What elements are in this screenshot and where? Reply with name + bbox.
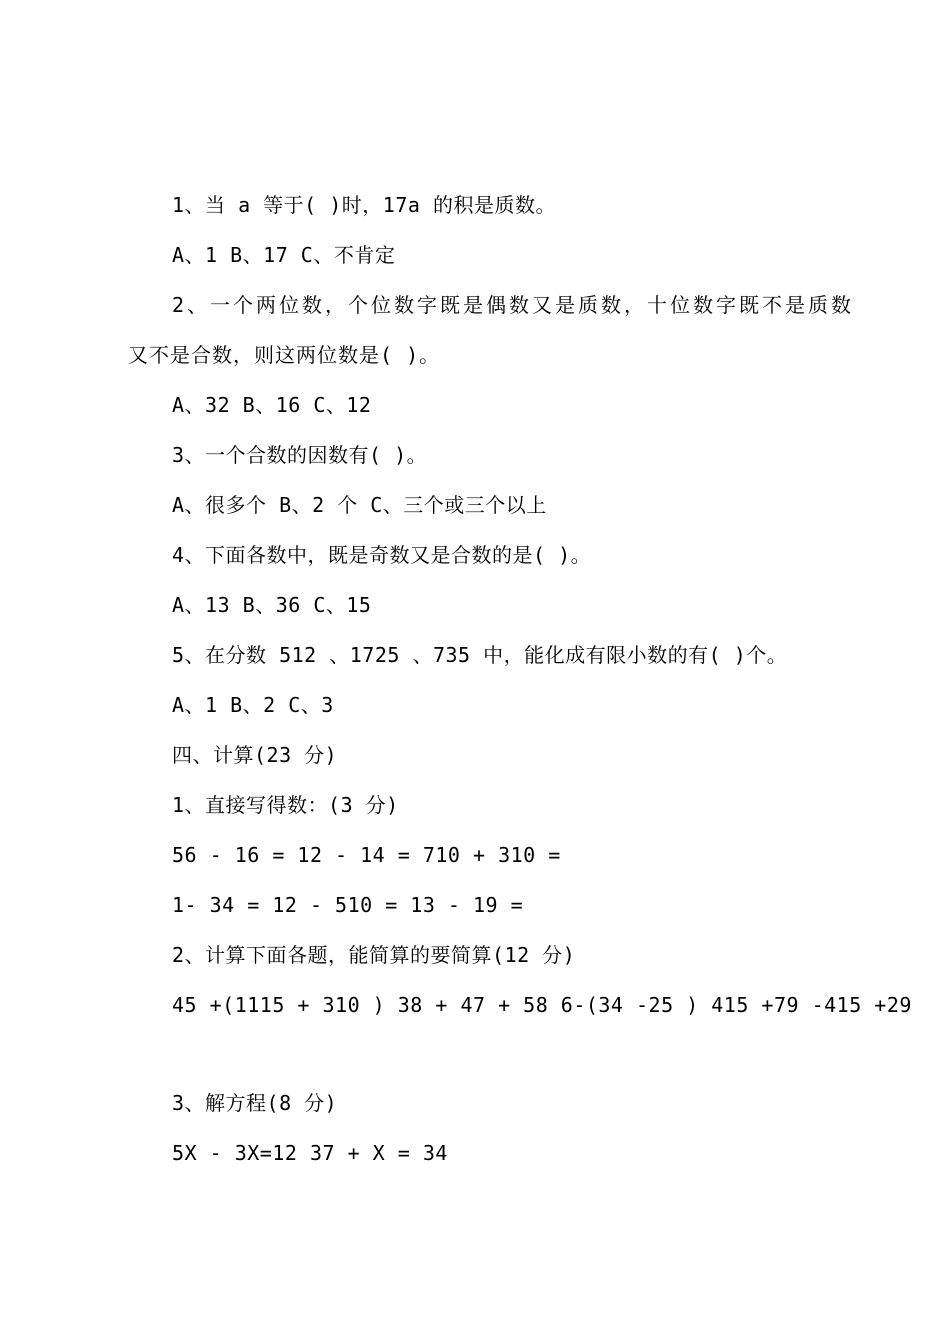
- simplify-expressions: 45 +(1115 + 310 ) 38 + 47 + 58 6-(34 -25 ) 415 +79 -415 +29: [172, 993, 912, 1017]
- question-3: 3、一个合数的因数有( )。: [172, 443, 428, 467]
- question-2-continued: 又不是合数，则这两位数是( )。: [128, 343, 441, 367]
- section-heading-calculation: 四、计算(23 分): [172, 743, 338, 767]
- question-3-options: A、很多个 B、2 个 C、三个或三个以上: [172, 493, 547, 517]
- question-1-options: A、1 B、17 C、不肯定: [172, 243, 396, 267]
- question-5-options: A、1 B、2 C、3: [172, 693, 334, 717]
- question-1: 1、当 a 等于( )时，17a 的积是质数。: [172, 193, 556, 217]
- question-4: 4、下面各数中，既是奇数又是合数的是( )。: [172, 543, 592, 567]
- direct-answers-row-1: 56 - 16 = 12 - 14 = 710 + 310 =: [172, 843, 561, 867]
- question-2-options: A、32 B、16 C、12: [172, 393, 372, 417]
- subsection-direct-answers: 1、直接写得数：(3 分): [172, 793, 399, 817]
- direct-answers-row-2: 1- 34 = 12 - 510 = 13 - 19 =: [172, 893, 524, 917]
- subsection-simplify: 2、计算下面各题，能简算的要简算(12 分): [172, 943, 576, 967]
- question-5: 5、在分数 512 、1725 、735 中，能化成有限小数的有( )个。: [172, 643, 788, 667]
- equations-row: 5X - 3X=12 37 + X = 34: [172, 1141, 448, 1165]
- question-4-options: A、13 B、36 C、15: [172, 593, 372, 617]
- question-2: 2、一个两位数，个位数字既是偶数又是质数，十位数字既不是质数: [172, 293, 855, 317]
- subsection-equations: 3、解方程(8 分): [172, 1091, 338, 1115]
